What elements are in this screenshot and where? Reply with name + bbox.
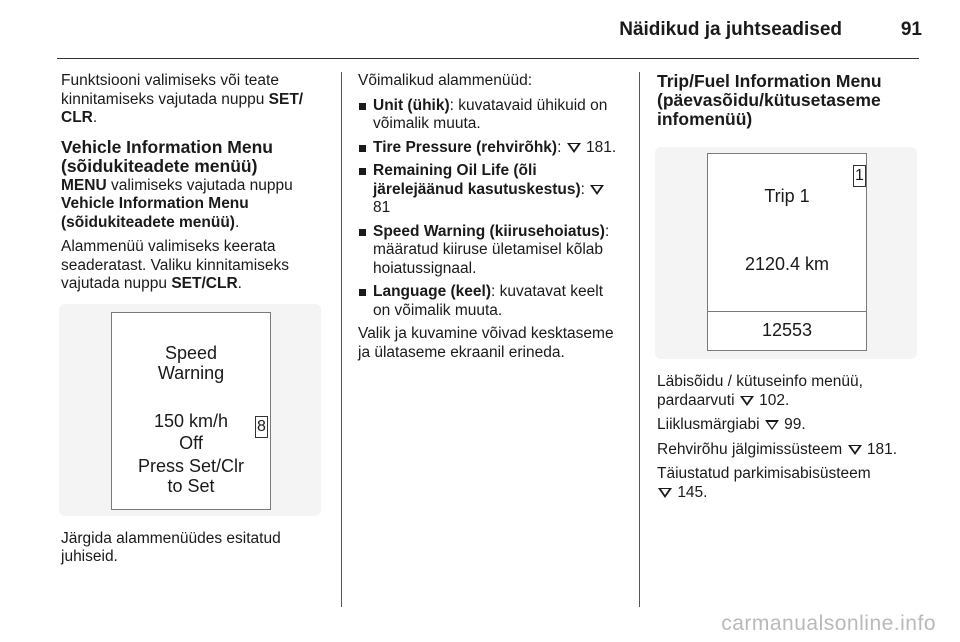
display-line-speed-value: 150 km/h bbox=[153, 410, 229, 431]
reference-arrow-icon bbox=[658, 488, 672, 498]
square-bullet-icon bbox=[359, 103, 366, 110]
page-header bbox=[0, 0, 960, 58]
menu-button-ref: MENU bbox=[61, 176, 107, 194]
page-ref-link[interactable]: 99. bbox=[784, 416, 806, 433]
list-item: Tire Pressure (rehvirõhk): 181. bbox=[358, 139, 620, 158]
square-bullet-icon bbox=[359, 289, 366, 296]
display-line-press: Press Set/Clr bbox=[137, 455, 245, 476]
list-item: Unit (ühik): kuvatavaid ühikuid on võimalik muuta. bbox=[358, 97, 620, 134]
square-bullet-icon bbox=[359, 229, 366, 236]
trip-fuel-heading: Trip/Fuel Information Menu (päevasõidu/kütusetaseme infomenüü) bbox=[657, 71, 882, 129]
trip-paragraph: Läbisõidu / kütuseinfo menüü, pardaarvuti 102. bbox=[657, 373, 863, 409]
column-divider-2 bbox=[639, 72, 640, 607]
page-ref-link[interactable]: 145. bbox=[677, 483, 708, 501]
display-line-off: Off bbox=[179, 432, 203, 453]
display-line-distance: 2120.4 km bbox=[744, 254, 830, 274]
list-item: Language (keel): kuvatavat keelt on võimalik muuta. bbox=[358, 283, 620, 320]
speed-warning-display bbox=[111, 312, 271, 510]
display-line-odometer: 12553 bbox=[761, 320, 813, 340]
traffic-sign-paragraph: Liiklusmärgiabi 99. bbox=[657, 416, 806, 433]
page-ref-link[interactable]: 181. bbox=[866, 440, 898, 458]
watermark: carmanualsonline.info bbox=[721, 612, 936, 635]
submenu-paragraph: Alammenüü valimiseks keerata seaderatast. Valiku kinnitamiseks vajutada nuppu SET/CLR. bbox=[61, 238, 290, 292]
page-ref-link[interactable]: 102. bbox=[759, 391, 790, 409]
after-figure-paragraph: Järgida alammenüüdes esitatud juhiseid. bbox=[61, 529, 281, 565]
page-number: 91 bbox=[900, 19, 922, 40]
submenus-intro: Võimalikud alammenüüd: bbox=[358, 72, 533, 89]
header-divider bbox=[57, 58, 919, 59]
display-badge: 8 bbox=[255, 416, 268, 438]
display-line-warning: Warning bbox=[157, 362, 225, 383]
column-1 bbox=[61, 72, 321, 573]
list-item: Remaining Oil Life (õli järelejäänud kasutuskestus): 81 bbox=[358, 162, 620, 218]
trip-info-figure bbox=[655, 147, 917, 359]
column-3 bbox=[657, 72, 919, 508]
submenus-outro: Valik ja kuvamine võivad kesktaseme ja ülataseme ekraanil erineda. bbox=[358, 325, 614, 361]
page-ref-link[interactable]: 181. bbox=[586, 138, 617, 156]
column-divider-1 bbox=[341, 72, 342, 607]
trip-info-display bbox=[707, 153, 867, 351]
menu-paragraph: MENU valimiseks vajutada nuppu Vehicle Information Menu (sõidukiteadete menüü). bbox=[61, 176, 293, 231]
speed-warning-figure bbox=[59, 304, 321, 516]
intro-paragraph: Funktsiooni valimiseks või teate kinnitamiseks vajutada nuppu SET/ CLR. bbox=[61, 72, 304, 126]
page-ref-link[interactable]: 81 bbox=[373, 199, 391, 216]
square-bullet-icon bbox=[359, 168, 366, 175]
list-item: Speed Warning (kiirusehoiatus): määratud kiiruse ületamisel kõlab hoiatussignaal. bbox=[358, 223, 620, 279]
vehicle-info-heading: Vehicle Information Menu (sõidukiteadete menüü) bbox=[61, 136, 273, 176]
reference-arrow-icon bbox=[740, 396, 754, 406]
display-line-speed: Speed bbox=[164, 342, 218, 363]
display-divider bbox=[708, 311, 866, 312]
reference-arrow-icon bbox=[765, 420, 779, 430]
display-badge: 1 bbox=[853, 165, 866, 187]
display-line-trip: Trip 1 bbox=[764, 186, 810, 206]
column-2 bbox=[358, 72, 620, 368]
set-clr-button-ref: SET/ CLR bbox=[61, 90, 304, 126]
display-line-to-set: to Set bbox=[167, 475, 215, 496]
reference-arrow-icon bbox=[848, 445, 862, 455]
tire-pressure-paragraph: Rehvirõhu jälgimissüsteem 181. bbox=[657, 440, 898, 458]
chapter-title: Näidikud ja juhtseadised bbox=[619, 19, 842, 40]
reference-arrow-icon bbox=[567, 143, 581, 153]
reference-arrow-icon bbox=[590, 185, 604, 195]
parking-assist-paragraph: Täiustatud parkimisabisüsteem 145. bbox=[657, 465, 871, 501]
square-bullet-icon bbox=[359, 145, 366, 152]
